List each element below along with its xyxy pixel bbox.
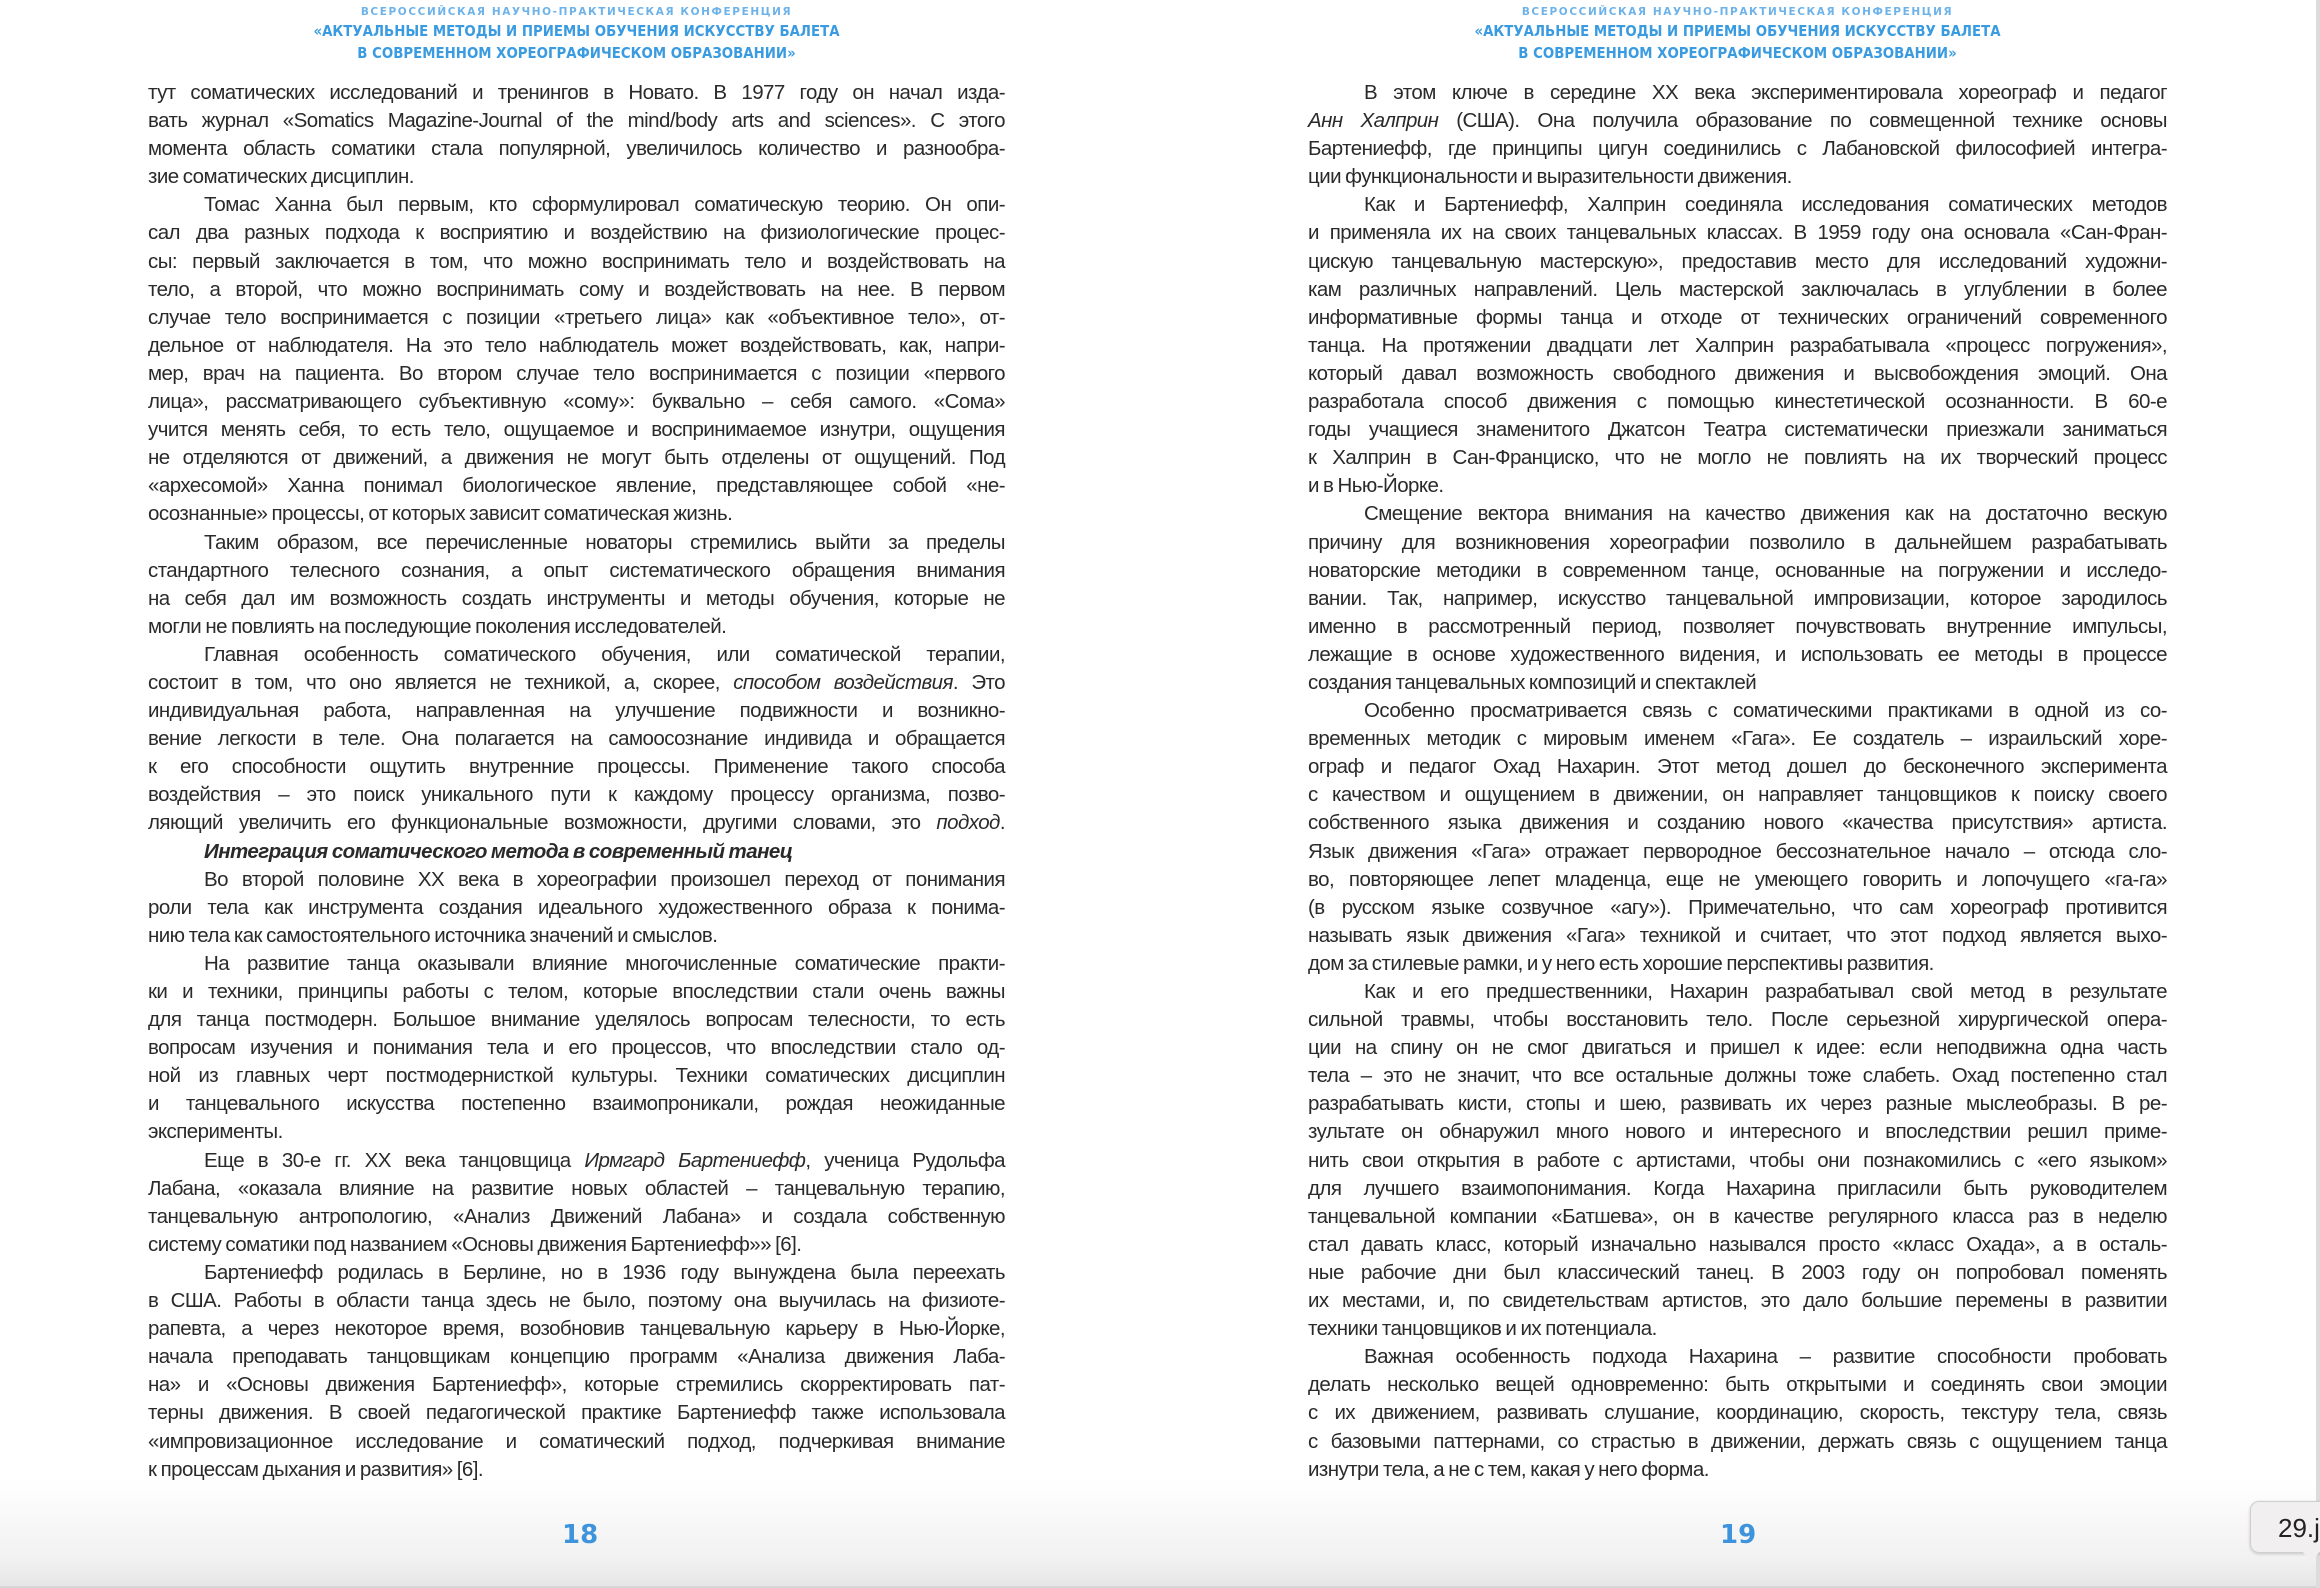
text-line <box>148 1062 1005 1090</box>
text-line <box>1308 332 2167 360</box>
text-segment: танцевальной компании «Батшева», он в качестве регулярного класса раз в неделю <box>1308 1204 2167 1228</box>
text-line <box>148 557 1005 585</box>
text-line <box>1308 1231 2167 1259</box>
text-line <box>148 304 1005 332</box>
text-line <box>148 500 1005 528</box>
text-line <box>1308 1371 2167 1399</box>
text-line <box>148 1175 1005 1203</box>
text-line <box>1308 163 2167 191</box>
text-segment: для лучшего взаимопонимания. Когда Нахарина пригласили быть руководителем <box>1308 1176 2167 1200</box>
text-line <box>1308 1259 2167 1287</box>
body-text <box>1308 79 2167 1484</box>
text-line <box>148 529 1005 557</box>
italic-segment: Анн Халприн <box>1308 109 1439 133</box>
text-segment: тело, а второй, что можно воспринимать сому и воздействовать на нее. В первом <box>148 277 1005 301</box>
text-segment: На развитие танца оказывали влияние многочисленные соматические практи- <box>204 951 1005 975</box>
text-segment: роли тела как инструмента создания идеального художественного образа к понима- <box>148 895 1005 919</box>
text-line <box>148 697 1005 725</box>
text-line <box>148 472 1005 500</box>
text-line <box>1308 866 2167 894</box>
text-segment: случае тело воспринимается с позиции «третьего лица» как «объективное тело», от- <box>148 305 1005 329</box>
text-line <box>1308 1175 2167 1203</box>
text-segment: именно в рассмотренный период, позволяет почувствовать внутренние импульсы, <box>1308 614 2167 638</box>
text-line <box>1308 1287 2167 1315</box>
text-segment: (США). Она получила образование по совмещенной технике основы <box>1438 109 2167 133</box>
text-segment: к процессам дыхания и развития» [6]. <box>148 1457 484 1481</box>
text-line <box>1308 416 2167 444</box>
text-segment: Лабана, «оказала влияние на развитие новых областей – танцевальную терапию, <box>148 1176 1005 1200</box>
filename-tooltip: 29.j <box>2250 1501 2320 1553</box>
conference-title-line-1: «АКТУАЛЬНЫЕ МЕТОДЫ И ПРИЕМЫ ОБУЧЕНИЯ ИСКУССТВУ БАЛЕТА <box>313 22 840 40</box>
text-line <box>148 332 1005 360</box>
text-segment: состоит в том, что оно является не техникой, а, скорее, <box>148 670 734 694</box>
text-line <box>1308 500 2167 528</box>
text-segment: Язык движения «Гага» отражает первородное бессознательное начало – отсюда сло- <box>1308 839 2167 863</box>
page-number: 19 <box>1720 1520 1757 1550</box>
text-line <box>148 1231 1005 1259</box>
text-line <box>148 276 1005 304</box>
italic-segment: подход <box>936 811 1000 835</box>
text-segment: могли не повлиять на последующие поколения исследователей. <box>148 614 727 638</box>
text-segment: разработала способ движения с помощью кинестетической осознанности. В 60-е <box>1308 390 2167 414</box>
text-line <box>148 781 1005 809</box>
text-segment: ляющий увеличить его функциональные возможности, другими словами, это <box>148 811 937 835</box>
text-line <box>1308 388 2167 416</box>
text-line <box>148 1034 1005 1062</box>
text-segment: на себя дал им возможность создать инструменты и методы обучения, которые не <box>148 586 1005 610</box>
text-segment: «импровизационное исследование и соматический подход, подчеркивая внимание <box>148 1429 1005 1453</box>
text-line <box>1308 529 2167 557</box>
text-segment: . Это <box>952 670 1005 694</box>
text-line <box>148 585 1005 613</box>
text-segment: сал два разных подхода к восприятию и воздействию на физиологические процес- <box>148 221 1005 245</box>
text-segment: танца. На протяжении двадцати лет Халприн разрабатывала «процесс погружения», <box>1308 333 2167 357</box>
text-line <box>148 1090 1005 1118</box>
text-line <box>148 1371 1005 1399</box>
text-segment: к его способности ощутить внутренние процессы. Применение такого способа <box>148 755 1005 779</box>
text-line <box>1308 79 2167 107</box>
text-line <box>148 809 1005 837</box>
text-segment: Как и его предшественники, Нахарин разрабатывал свой метод в результате <box>1364 980 2167 1003</box>
text-segment: начала преподавать танцовщикам концепцию программ «Анализа движения Лаба- <box>148 1345 1005 1369</box>
text-line <box>1308 613 2167 641</box>
text-segment: ки и техники, принципы работы с телом, которые впоследствии стали очень важны <box>148 980 1005 1003</box>
text-segment: с их движением, развивать слушание, координацию, скорость, текстуру тела, связь <box>1308 1401 2167 1425</box>
text-segment: рапевта, а через некоторое время, возобновив танцевальную карьеру в Нью-Йорке, <box>148 1317 1005 1341</box>
page-right <box>1160 0 2316 1588</box>
italic-segment: Ирмгард Бартениефф <box>584 1148 806 1172</box>
conference-title-line-2: В СОВРЕМЕННОМ ХОРЕОГРАФИЧЕСКОМ ОБРАЗОВАНИИ» <box>1518 44 1957 62</box>
text-line <box>1308 1315 2167 1343</box>
text-line <box>1308 1456 2167 1484</box>
body-text <box>148 79 1005 1484</box>
text-segment: в США. Работы в области танца здесь не было, поэтому она выучилась на физиоте- <box>148 1289 1005 1313</box>
text-line <box>1308 191 2167 219</box>
section-heading <box>148 838 1005 866</box>
text-segment: стал давать класс, который изначально назывался просто «класс Охада», а в осталь- <box>1308 1232 2167 1256</box>
page-number: 18 <box>562 1520 599 1550</box>
text-line <box>1308 1147 2167 1175</box>
text-line <box>148 1428 1005 1456</box>
text-line <box>1308 360 2167 388</box>
text-segment: тут соматических исследований и тренингов в Новато. В 1977 году он начал изда- <box>148 81 1005 104</box>
text-line <box>148 950 1005 978</box>
text-line <box>148 1287 1005 1315</box>
text-line <box>148 669 1005 697</box>
text-line <box>148 1399 1005 1427</box>
text-line <box>148 248 1005 276</box>
text-segment: Еще в 30-е гг. XX века танцовщица <box>204 1148 585 1172</box>
text-segment: ции на спину он не смог двигаться и пришел к идее: если неподвижна одна часть <box>1308 1036 2167 1060</box>
text-line <box>148 1456 1005 1484</box>
text-segment: ные рабочие дни был классический танец. В 2003 году он попробовал поменять <box>1308 1260 2167 1284</box>
text-segment: техники танцовщиков и их потенциала. <box>1308 1317 1657 1341</box>
text-segment: делать несколько вещей одновременно: быть открытыми и соединять свои эмоции <box>1308 1373 2167 1397</box>
text-segment: тела – это не значит, что все остальные должны тоже слабеть. Охад постепенно стал <box>1308 1064 2167 1088</box>
text-segment: их местами, и, по свидетельствам артистов, это дало большие перемены в развитии <box>1308 1289 2167 1313</box>
text-line <box>148 1147 1005 1175</box>
text-segment: момента область соматики стала популярной, увеличилось количество и разнообра- <box>148 137 1005 161</box>
text-segment: называть язык движения «Гага» техникой и считает, что этот подход является выхо- <box>1308 923 2167 947</box>
text-line <box>148 388 1005 416</box>
text-line <box>1308 669 2167 697</box>
page-header <box>1308 4 2167 64</box>
text-segment: на» и «Основы движения Бартениефф», которые стремились скорректировать пат- <box>148 1373 1005 1397</box>
text-segment: не отделяются от движений, а движения не могут быть отделены от ощущений. Под <box>148 446 1005 470</box>
text-segment: с базовыми паттернами, со страстью в движении, держать связь с ощущением танца <box>1308 1429 2167 1453</box>
text-line <box>148 978 1005 1006</box>
text-segment: лежащие в основе художественного видения, и использовать ее методы в процессе <box>1308 642 2167 666</box>
text-segment: с качеством и ощущением в движении, он направляет танцовщиков к поиску своего <box>1308 783 2167 807</box>
text-line <box>1308 1428 2167 1456</box>
text-line <box>1308 950 2167 978</box>
text-line <box>148 613 1005 641</box>
text-segment: дельное от наблюдателя. На это тело наблюдатель может воздействовать, как, напри- <box>148 333 1005 357</box>
text-line <box>148 1118 1005 1146</box>
text-segment: новаторские методики в современном танце, основанные на погружении и исследо- <box>1308 558 2167 582</box>
text-segment: вопросам изучения и понимания тела и его процессов, что впоследствии стало од- <box>148 1036 1005 1060</box>
text-segment: и в Нью-Йорке. <box>1308 474 1444 498</box>
text-segment: Интеграция соматического метода в современный танец <box>204 839 793 863</box>
text-line <box>1308 276 2167 304</box>
text-line <box>1308 107 2167 135</box>
text-line <box>1308 978 2167 1006</box>
text-segment: «архесомой» Ханна понимал биологическое явление, представляющее собой «не- <box>148 474 1005 498</box>
text-line <box>1308 894 2167 922</box>
text-segment: информативные формы танца и отходе от технических ограничений современного <box>1308 305 2167 329</box>
text-segment: Важная особенность подхода Нахарина – развитие способности пробовать <box>1364 1345 2167 1369</box>
text-line <box>148 107 1005 135</box>
text-segment: ции функциональности и выразительности движения. <box>1308 165 1792 189</box>
text-segment: во, повторяющее лепет младенца, еще не умеющего говорить и лопочущего «га-га» <box>1308 867 2167 891</box>
text-line <box>1308 1203 2167 1231</box>
text-segment: индивидуальная работа, направленная на улучшение подвижности и возникно- <box>148 699 1005 723</box>
text-segment: . <box>999 811 1005 835</box>
text-line <box>148 922 1005 950</box>
text-line <box>1308 697 2167 725</box>
text-segment: к Халприн в Сан-Франциско, что не могло не повлиять на их творческий процесс <box>1308 446 2167 470</box>
text-line <box>148 191 1005 219</box>
text-segment: годы учащиеся знаменитого Джатсон Театра систематически приезжали заниматься <box>1308 418 2167 442</box>
text-segment: , ученица Рудольфа <box>805 1148 1006 1172</box>
text-segment: Как и Бартениефф, Халприн соединяла исследования соматических методов <box>1364 193 2167 217</box>
text-line <box>148 753 1005 781</box>
text-segment: ограф и педагог Охад Нахарин. Этот метод дошел до бесконечного эксперимента <box>1308 755 2167 779</box>
text-line <box>148 1203 1005 1231</box>
text-segment: вать журнал «Somatics Magazine-Journal of the mind/body arts and sciences». С этого <box>148 109 1005 133</box>
text-segment: цискую танцевальную мастерскую», предоставив место для исследований художни- <box>1308 249 2167 273</box>
text-line <box>1308 753 2167 781</box>
text-segment: (в русском языке созвучное «агу»). Примечательно, что сам хореограф противится <box>1308 895 2167 919</box>
text-line <box>148 416 1005 444</box>
text-segment: нию тела как самостоятельного источника значений и смыслов. <box>148 923 718 947</box>
text-segment: осознанные» процессы, от которых зависит соматическая жизнь. <box>148 502 733 526</box>
text-line <box>1308 725 2167 753</box>
text-segment: ной из главных черт постмодернисткой культуры. Техники соматических дисциплин <box>148 1064 1005 1088</box>
text-line <box>148 163 1005 191</box>
text-line <box>1308 809 2167 837</box>
text-segment: Во второй половине XX века в хореографии произошел переход от понимания <box>204 867 1005 891</box>
text-line <box>1308 1399 2167 1427</box>
text-line <box>1308 1343 2167 1371</box>
text-line <box>1308 219 2167 247</box>
text-segment: В этом ключе в середине XX века экспериментировала хореограф и педагог <box>1364 81 2167 104</box>
text-line <box>148 1006 1005 1034</box>
text-segment: и танцевального искусства постепенно взаимопроникали, рождая неожиданные <box>148 1092 1005 1116</box>
text-line <box>148 725 1005 753</box>
text-segment: собственного языка движения и созданию нового «качества присутствия» артиста. <box>1308 811 2167 835</box>
tooltip-pointer <box>2303 1552 2319 1564</box>
text-line <box>1308 1006 2167 1034</box>
text-line <box>148 1315 1005 1343</box>
text-line <box>148 1259 1005 1287</box>
text-segment: и применяла их на своих танцевальных классах. В 1959 году она основала «Сан-Фран- <box>1308 221 2167 245</box>
text-line <box>1308 1090 2167 1118</box>
text-segment: зультате он обнаружил много нового и интересного и впоследствии решил приме- <box>1308 1120 2167 1144</box>
text-segment: систему соматики под названием «Основы движения Бартениефф»» [6]. <box>148 1232 802 1256</box>
text-line <box>148 135 1005 163</box>
text-segment: создания танцевальных композиций и спектаклей <box>1308 670 1757 694</box>
text-line <box>148 219 1005 247</box>
text-line <box>148 641 1005 669</box>
page-header <box>148 4 1005 64</box>
text-segment: лица», рассматривающего субъективную «сому»: буквально – себя самого. «Сома» <box>148 390 1005 414</box>
text-line <box>1308 135 2167 163</box>
conference-title-line-2: В СОВРЕМЕННОМ ХОРЕОГРАФИЧЕСКОМ ОБРАЗОВАНИИ» <box>357 44 796 62</box>
conference-label: ВСЕРОССИЙСКАЯ НАУЧНО-ПРАКТИЧЕСКАЯ КОНФЕРЕНЦИЯ <box>360 6 793 18</box>
text-segment: Особенно просматривается связь с соматическими практиками в одной из со- <box>1364 699 2167 723</box>
conference-title-line-1: «АКТУАЛЬНЫЕ МЕТОДЫ И ПРИЕМЫ ОБУЧЕНИЯ ИСКУССТВУ БАЛЕТА <box>1474 22 2001 40</box>
text-line <box>1308 1062 2167 1090</box>
text-segment: мер, врач на пациента. Во втором случае тело воспринимается с позиции «первого <box>148 361 1005 385</box>
text-segment: сы: первый заключается в том, что можно воспринимать тело и воздействовать на <box>148 249 1005 273</box>
text-segment: Смещение вектора внимания на качество движения как на достаточно вескую <box>1364 502 2167 526</box>
text-segment: для танца постмодерн. Большое внимание уделялось вопросам телесности, то есть <box>148 1008 1005 1032</box>
text-segment: Бартениефф родилась в Берлине, но в 1936 году вынуждена была переехать <box>204 1260 1005 1284</box>
text-segment: Бартениефф, где принципы цигун соединились с Лабановской философией интегра- <box>1308 137 2167 161</box>
italic-segment: способом воздействия <box>733 670 953 694</box>
text-line <box>1308 557 2167 585</box>
text-line <box>1308 585 2167 613</box>
text-line <box>148 79 1005 107</box>
text-segment: временных методик с мировым именем «Гага». Ее создатель – израильский хоре- <box>1308 727 2167 751</box>
text-line <box>1308 1118 2167 1146</box>
text-segment: нить свои открытия в работе с артистами, чтобы они познакомились с «его языком» <box>1308 1148 2167 1172</box>
text-line <box>1308 641 2167 669</box>
text-segment: Главная особенность соматического обучения, или соматической терапии, <box>204 642 1005 666</box>
text-segment: дом за стилевые рамки, и у него есть хорошие перспективы развития. <box>1308 951 1934 975</box>
window-edge-scrollbar[interactable] <box>2316 0 2320 1588</box>
text-line <box>148 866 1005 894</box>
text-line <box>1308 472 2167 500</box>
text-line <box>1308 444 2167 472</box>
text-line <box>1308 838 2167 866</box>
text-segment: стандартного телесного сознания, а опыт систематического обращения внимания <box>148 558 1005 582</box>
text-segment: разрабатывать кисти, стопы и шею, развивать их через разные мыслеобразы. В ре- <box>1308 1092 2167 1116</box>
text-line <box>1308 304 2167 332</box>
text-line <box>1308 248 2167 276</box>
text-line <box>1308 781 2167 809</box>
text-line <box>1308 922 2167 950</box>
text-line <box>148 1343 1005 1371</box>
text-segment: кам различных направлений. Цель мастерской заключалась в углублении в более <box>1308 277 2167 301</box>
text-segment: учится менять себя, то есть тело, ощущаемое и воспринимаемое изнутри, ощущения <box>148 418 1005 442</box>
text-segment: вение легкости в теле. Она полагается на самоосознание индивида и обращается <box>148 727 1005 751</box>
text-segment: терны движения. В своей педагогической практике Бартениефф также использовала <box>148 1401 1005 1425</box>
text-segment: вании. Так, например, искусство танцевальной импровизации, которое зародилось <box>1308 586 2167 610</box>
text-segment: воздействия – это поиск уникального пути к каждому процессу организма, позво- <box>148 783 1005 807</box>
text-line <box>1308 1034 2167 1062</box>
text-line <box>148 360 1005 388</box>
text-segment: танцевальную антропологию, «Анализ Движений Лабана» и создала собственную <box>148 1204 1005 1228</box>
text-segment: сильной травмы, чтобы восстановить тело. После серьезной хирургической опера- <box>1308 1008 2167 1032</box>
text-segment: Таким образом, все перечисленные новаторы стремились выйти за пределы <box>204 530 1005 554</box>
text-segment: зие соматических дисциплин. <box>148 165 414 189</box>
text-segment: Томас Ханна был первым, кто сформулировал соматическую теорию. Он опи- <box>204 193 1005 217</box>
text-line <box>148 894 1005 922</box>
text-segment: причину для возникновения хореографии позволило в дальнейшем разрабатывать <box>1308 530 2167 554</box>
text-segment: который давал возможность свободного движения и высвобождения эмоций. Она <box>1308 361 2167 385</box>
conference-label: ВСЕРОССИЙСКАЯ НАУЧНО-ПРАКТИЧЕСКАЯ КОНФЕРЕНЦИЯ <box>1521 6 1954 18</box>
text-segment: эксперименты. <box>148 1120 283 1144</box>
text-line <box>148 444 1005 472</box>
text-segment: изнутри тела, а не с тем, какая у него форма. <box>1308 1457 1709 1481</box>
